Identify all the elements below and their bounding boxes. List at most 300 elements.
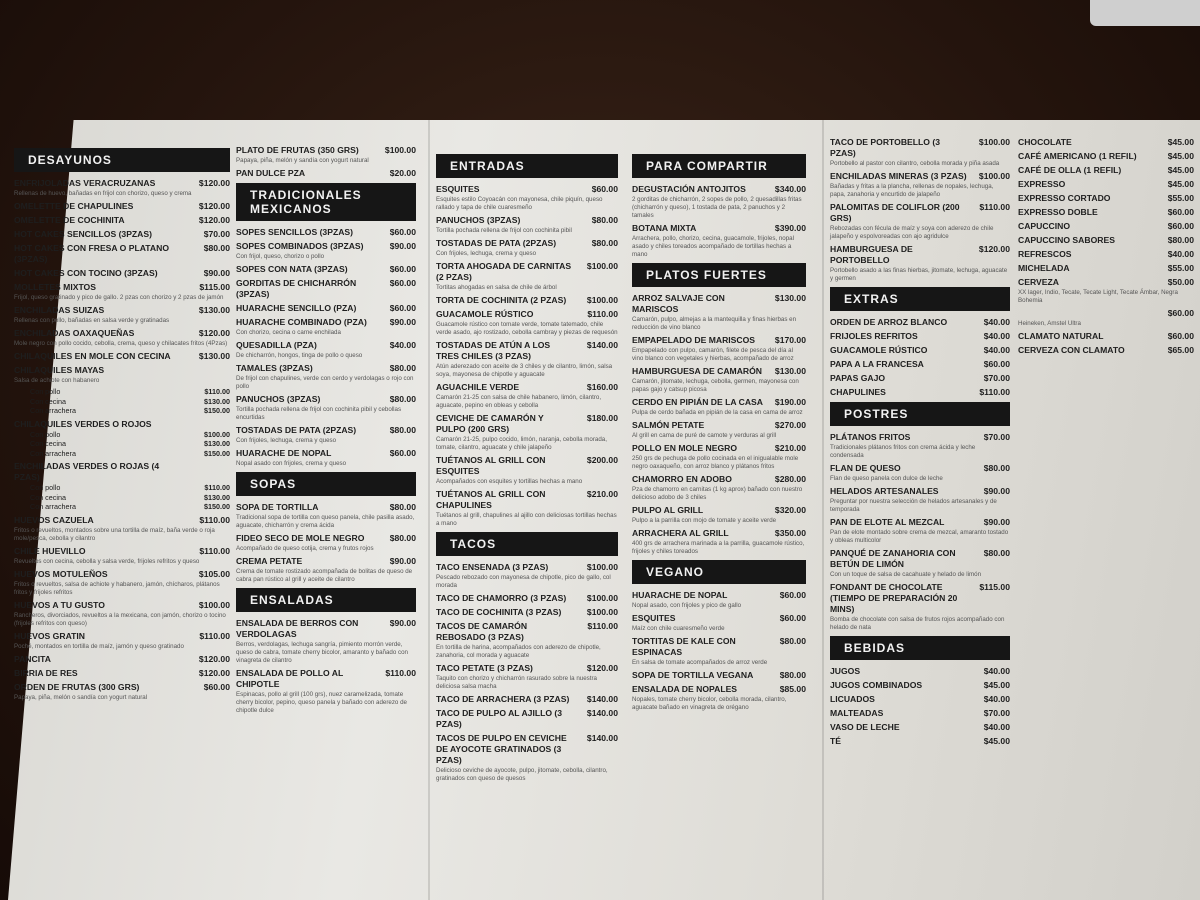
menu-item bbox=[14, 600, 230, 611]
item-description: Delicioso ceviche de ayocote, pulpo, jitomate, cebolla, cilantro, gratinados con queso de quesos bbox=[436, 767, 608, 782]
sub-option bbox=[14, 406, 230, 416]
item-name: PLATO DE FRUTAS (350 GRS) bbox=[236, 145, 359, 155]
menu-item bbox=[830, 736, 1010, 747]
item-description: Tortilla pochada rellena de frijol con cochinita pibil bbox=[436, 227, 572, 234]
menu-item bbox=[830, 680, 1010, 691]
item-name: HOT CAKES CON FRESA O PLATANO (3PZAS) bbox=[14, 243, 170, 264]
item-description: Papaya, piña, melón o sandía con yogurt natural bbox=[14, 693, 148, 701]
menu-section bbox=[830, 402, 1010, 632]
item-name: AGUACHILE VERDE bbox=[436, 382, 520, 392]
item-price: $200.00 bbox=[586, 455, 618, 465]
item-name: OMELETTE DE COCHINITA bbox=[14, 215, 125, 225]
item-description: Heineken, Amstel Ultra bbox=[1018, 320, 1081, 327]
item-description: Bomba de chocolate con salsa de frutos rojos acompañado con helado de nata bbox=[830, 616, 1005, 631]
item-name: CHAMORRO EN ADOBO bbox=[632, 474, 732, 484]
item-price: $210.00 bbox=[586, 489, 618, 499]
menu-section bbox=[632, 263, 806, 556]
item-description: Pulpo a la parrilla con mojo de tomate y aceite verde bbox=[632, 517, 777, 524]
item-price: $110.00 bbox=[979, 387, 1010, 397]
menu-item bbox=[236, 264, 416, 275]
item-price: $100.00 bbox=[198, 599, 230, 610]
menu-section bbox=[436, 532, 618, 783]
item-description: En salsa de tomate acompañados de arroz verde bbox=[632, 659, 768, 666]
menu-item bbox=[236, 241, 416, 252]
item-name: ORDEN DE ARROZ BLANCO bbox=[830, 317, 948, 327]
menu-item bbox=[632, 293, 806, 315]
item-name: SOPES CON NATA (3PZAS) bbox=[236, 264, 348, 274]
item-price: $40.00 bbox=[389, 340, 416, 350]
menu-item bbox=[236, 618, 416, 640]
item-name: GUACAMOLE RÚSTICO bbox=[436, 309, 534, 319]
item-description: En tortilla de harina, acompañados con aderezo de chipotle, zanahoria, col morada y aguacate bbox=[436, 644, 601, 659]
menu-item bbox=[632, 443, 806, 454]
section-header: EXTRAS bbox=[830, 287, 1010, 311]
item-price: $210.00 bbox=[774, 443, 806, 453]
menu-item bbox=[830, 666, 1010, 677]
item-name: ARRACHERA AL GRILL bbox=[632, 528, 729, 538]
menu-item bbox=[830, 517, 1010, 528]
menu-item bbox=[14, 682, 230, 693]
menu-section bbox=[830, 137, 1010, 283]
item-price: $40.00 bbox=[983, 331, 1010, 341]
menu-column-1 bbox=[14, 144, 230, 704]
menu-item bbox=[236, 533, 416, 544]
item-name: HAMBURGUESA DE CAMARÓN bbox=[632, 366, 763, 376]
item-name: TOSTADAS DE ATÚN A LOS TRES CHILES (3 PZAS) bbox=[436, 340, 551, 361]
item-name: TACO PETATE (3 PZAS) bbox=[436, 663, 533, 673]
sub-option-price: $100.00 bbox=[204, 429, 230, 439]
item-name: ENCHILADAS SUIZAS bbox=[14, 305, 105, 315]
menu-item bbox=[14, 365, 230, 376]
item-name: CAPUCCINO SABORES bbox=[1018, 235, 1115, 245]
item-name: PAN DE ELOTE AL MEZCAL bbox=[830, 517, 945, 527]
item-price: $40.00 bbox=[983, 317, 1010, 327]
item-price: $70.00 bbox=[203, 229, 230, 239]
menu-item bbox=[632, 505, 806, 516]
item-price: $115.00 bbox=[979, 582, 1010, 592]
fold-line bbox=[428, 120, 430, 900]
item-name: VASO DE LECHE bbox=[830, 722, 900, 732]
item-description: 2 gorditas de chicharrón, 2 sopes de pollo, 2 quesadillas fritas (chicharrón y queso), 1 tostada de pata, 2 panuchos y 2 tamales bbox=[632, 196, 802, 219]
item-name: TOSTADAS DE PATA (2PZAS) bbox=[236, 425, 357, 435]
item-price: $130.00 bbox=[198, 351, 230, 361]
item-description: Bañadas y fritas a la plancha, rellenas de nopales, lechuga, papa, zanahoria y encurtido de jalapeño bbox=[830, 183, 994, 198]
item-description: Rellenas de huevo, bañadas en frijol con chorizo, queso y crema bbox=[14, 190, 192, 197]
item-description: Tortitas ahogadas en salsa de chile de árbol bbox=[436, 284, 557, 291]
item-name: GUACAMOLE RÚSTICO bbox=[830, 345, 928, 355]
item-price: $390.00 bbox=[774, 223, 806, 233]
menu-section bbox=[236, 183, 416, 468]
item-price: $160.00 bbox=[586, 382, 618, 392]
item-description: Fritos o revueltos, montados sobre una tortilla de maíz, baña verde o roja mole/pesca, cebolla y cilantro bbox=[14, 526, 215, 542]
item-description: Empapelado con pulpo, camarón, filete de pesca del día al vino blanco con vegetales y hierbas, acompañado de arroz bbox=[632, 347, 794, 362]
item-description: Portobello asado a las finas hierbas, jitomate, lechuga, aguacate y germen bbox=[830, 267, 1008, 282]
item-description: Camarón 21-25, pulpo cocido, limón, naranja, cebolla morada, tomate, cilantro, aguacate y chile jalapeño bbox=[436, 436, 607, 451]
menu-section bbox=[236, 588, 416, 715]
item-name: CHILAQUILES VERDES O ROJOS bbox=[14, 418, 152, 429]
item-price: $90.00 bbox=[389, 241, 416, 251]
menu-item bbox=[436, 663, 618, 674]
item-name: TACO DE ARRACHERA (3 PZAS) bbox=[436, 694, 570, 704]
section-header: TACOS bbox=[436, 532, 618, 556]
item-name: PAPA A LA FRANCESA bbox=[830, 359, 924, 369]
item-name: TACOS DE CAMARÓN REBOSADO (3 PZAS) bbox=[436, 621, 528, 642]
sub-option-name: Con pollo bbox=[30, 387, 61, 396]
item-name: EXPRESSO bbox=[1018, 179, 1066, 189]
item-description: Tradicional sopa de tortilla con queso panela, chile pasilla asado, aguacate, chicharrón y crema ácida bbox=[236, 514, 415, 529]
menu-item bbox=[830, 463, 1010, 474]
menu-column-3 bbox=[436, 150, 618, 785]
menu-item bbox=[236, 340, 416, 351]
item-name: CAFÉ AMERICANO (1 REFIL) bbox=[1018, 151, 1137, 161]
sub-option-price: $110.00 bbox=[204, 483, 230, 492]
item-price: $45.00 bbox=[983, 736, 1010, 746]
menu-item bbox=[830, 387, 1010, 398]
item-price: $60.00 bbox=[389, 278, 416, 288]
item-name: MOLLETES MIXTOS bbox=[14, 282, 96, 292]
item-name: JUGOS COMBINADOS bbox=[830, 680, 923, 690]
sub-option bbox=[14, 493, 230, 503]
item-price: $60.00 bbox=[203, 681, 230, 692]
item-description: Camarón 21-25 con salsa de chile habanero, limón, cilantro, aguacate, pepino en obleas y cebolla bbox=[436, 394, 602, 409]
item-price: $110.00 bbox=[587, 309, 618, 319]
item-description: Fritos o revueltos, salsa de achiote y habanero, jamón, chícharos, plátanos fritos y frijoles refritos bbox=[14, 580, 220, 596]
menu-item bbox=[14, 243, 230, 265]
menu-item bbox=[830, 137, 1010, 159]
item-description: Con chorizo, cecina o carne enchilada bbox=[236, 329, 341, 336]
item-price: $40.00 bbox=[983, 694, 1010, 704]
item-name: SOPES SENCILLOS (3PZAS) bbox=[236, 227, 353, 237]
section-header: TRADICIONALES MEXICANOS bbox=[236, 183, 416, 221]
item-name: BOTANA MIXTA bbox=[632, 223, 697, 233]
menu-section bbox=[830, 636, 1010, 747]
item-description: Poché, montados en tortilla de maíz, jamón y queso gratinado bbox=[14, 642, 184, 650]
item-description: Con frijol, queso, chorizo o pollo bbox=[236, 253, 325, 260]
item-description: Nopal asado con frijoles, crema y queso bbox=[236, 460, 347, 467]
item-price: $45.00 bbox=[1167, 165, 1194, 175]
item-name: SOPA DE TORTILLA VEGANA bbox=[632, 670, 754, 680]
menu-item bbox=[236, 317, 416, 328]
item-price: $40.00 bbox=[1167, 249, 1194, 259]
item-name: TACOS DE PULPO EN CEVICHE DE AYOCOTE GRATINADOS (3 PZAS) bbox=[436, 733, 567, 765]
item-price: $130.00 bbox=[198, 305, 230, 315]
menu-section bbox=[632, 560, 806, 712]
menu-item bbox=[236, 278, 416, 300]
item-name: ENSALADA DE POLLO AL CHIPOTLE bbox=[236, 668, 344, 689]
item-name: PANUCHOS (3PZAS) bbox=[236, 394, 321, 404]
item-name: PLÁTANOS FRITOS bbox=[830, 432, 911, 442]
item-price: $105.00 bbox=[198, 568, 230, 579]
item-description: Con frijoles, lechuga, crema y queso bbox=[436, 250, 537, 257]
item-price: $40.00 bbox=[983, 666, 1010, 676]
fold-line bbox=[822, 120, 824, 900]
item-name: HUEVOS GRATIN bbox=[14, 630, 85, 641]
item-name: TACO DE CHAMORRO (3 PZAS) bbox=[436, 593, 567, 603]
item-name: CHILAQUILES EN MOLE CON CECINA bbox=[14, 351, 171, 361]
menu-item bbox=[632, 590, 806, 601]
item-description: Tradicionales plátanos fritos con crema ácida y leche condensada bbox=[830, 444, 976, 459]
item-name: PAPAS GAJO bbox=[830, 373, 886, 383]
item-name: SOPA DE TORTILLA bbox=[236, 502, 319, 512]
sub-option bbox=[14, 449, 230, 459]
item-price: $115.00 bbox=[199, 282, 230, 292]
item-name: PANQUÉ DE ZANAHORIA CON BETÚN DE LIMÓN bbox=[830, 548, 956, 569]
menu-item bbox=[1018, 235, 1194, 246]
item-price: $60.00 bbox=[389, 227, 416, 237]
item-price: $55.00 bbox=[1167, 193, 1194, 203]
menu-item bbox=[1018, 221, 1194, 232]
item-description: Portobello al pastor con cilantro, cebolla morada y piña asada bbox=[830, 160, 1000, 167]
item-price: $100.00 bbox=[978, 137, 1010, 147]
item-price: $280.00 bbox=[774, 474, 806, 484]
item-price: $80.00 bbox=[591, 238, 618, 248]
item-name: GORDITAS DE CHICHARRÓN (3PZAS) bbox=[236, 278, 357, 299]
menu-item bbox=[830, 708, 1010, 719]
item-name: HUEVOS CAZUELA bbox=[14, 514, 94, 525]
section-header: PLATOS FUERTES bbox=[632, 263, 806, 287]
item-description: Salsa de achiote con habanero bbox=[14, 377, 100, 384]
item-name: CERVEZA CON CLAMATO bbox=[1018, 345, 1125, 355]
item-description: Papaya, piña, melón y sandía con yogurt natural bbox=[236, 157, 369, 164]
item-price: $90.00 bbox=[389, 556, 416, 566]
item-price: $80.00 bbox=[983, 463, 1010, 473]
item-price: $120.00 bbox=[198, 328, 230, 338]
item-description: Mole negro con pollo cocido, cebolla, crema, queso y chilacates fritos (4Pzas) bbox=[14, 340, 228, 347]
item-name: CHOCOLATE bbox=[1018, 137, 1072, 147]
item-description: De frijol con chapulines, verde con cerdo y verdolagas o rojo con pollo bbox=[236, 375, 414, 390]
item-description: Crema de tomate rostizado acompañada de bolitas de queso de cabra pan rústico al grill y aceite de cilantro bbox=[236, 568, 413, 583]
menu-item bbox=[236, 394, 416, 405]
item-price: $85.00 bbox=[779, 684, 806, 694]
item-description: XX lager, Indio, Tecate, Tecate Light, Tecate Ámbar, Negra Bohemia bbox=[1018, 289, 1178, 304]
sub-option bbox=[14, 430, 230, 440]
menu-item bbox=[436, 562, 618, 573]
item-name: TUÉTANOS AL GRILL CON CHAPULINES bbox=[436, 489, 546, 510]
item-description: Nopal asado, con frijoles y pico de gallo bbox=[632, 602, 742, 609]
menu-item bbox=[1018, 165, 1194, 176]
item-price: $80.00 bbox=[203, 243, 230, 253]
menu-item bbox=[436, 309, 618, 320]
item-name: CAPUCCINO bbox=[1018, 221, 1071, 231]
item-name: REFRESCOS bbox=[1018, 249, 1072, 259]
menu-item bbox=[830, 345, 1010, 356]
menu-item bbox=[830, 582, 1010, 615]
item-description: Atún aderezado con aceite de 3 chiles y de cilantro, limón, salsa soya, mayonesa de chipotle y aguacate bbox=[436, 363, 613, 378]
item-name: HUEVOS MOTULEÑOS bbox=[14, 568, 108, 579]
item-description: Revueltos con cecina, cebolla y salsa verde, frijoles refritos y queso bbox=[14, 557, 200, 565]
item-price: $100.00 bbox=[978, 171, 1010, 181]
menu-item bbox=[236, 425, 416, 436]
item-price: $60.00 bbox=[779, 590, 806, 600]
item-description: Espinacas, pollo al grill (100 grs), nuez caramelizada, tomate cherry bicolor, pepino, queso panela y bañado con aderezo de chipotle dulce bbox=[236, 691, 407, 714]
menu-section bbox=[236, 145, 416, 179]
item-name: TORTA AHOGADA DE CARNITAS (2 PZAS) bbox=[436, 261, 572, 282]
item-price: $140.00 bbox=[586, 733, 618, 743]
menu-item bbox=[632, 184, 806, 195]
menu-section bbox=[236, 472, 416, 584]
section-header: POSTRES bbox=[830, 402, 1010, 426]
menu-item bbox=[632, 366, 806, 377]
item-name: FLAN DE QUESO bbox=[830, 463, 901, 473]
menu-item bbox=[236, 227, 416, 238]
item-price: $80.00 bbox=[389, 425, 416, 435]
item-name: HUARACHE COMBINADO (PZA) bbox=[236, 317, 367, 327]
menu-item bbox=[632, 636, 806, 658]
menu-item bbox=[14, 515, 230, 526]
item-description: Al grill en cama de puré de camote y verduras al grill bbox=[632, 432, 777, 439]
item-price: $100.00 bbox=[586, 261, 618, 271]
item-price: $90.00 bbox=[389, 317, 416, 327]
item-price: $80.00 bbox=[983, 548, 1010, 558]
sub-option-price: $130.00 bbox=[204, 492, 230, 502]
item-name: CERVEZA bbox=[1018, 277, 1059, 287]
item-name: ENSALADA DE BERROS CON VERDOLAGAS bbox=[236, 618, 359, 639]
item-price: $120.00 bbox=[198, 667, 230, 678]
item-name: CHAPULINES bbox=[830, 387, 886, 397]
item-description: Rellenas con pollo, bañadas en salsa verde y gratinadas bbox=[14, 317, 170, 324]
menu-item bbox=[14, 305, 230, 316]
item-description: Flan de queso panela con dulce de leche bbox=[830, 475, 943, 482]
item-price: $60.00 bbox=[1167, 221, 1194, 231]
sub-option-name: Con cecina bbox=[30, 492, 66, 502]
item-name: ARROZ SALVAJE CON MARISCOS bbox=[632, 293, 725, 314]
menu-item bbox=[14, 328, 230, 339]
item-price: $190.00 bbox=[774, 397, 806, 407]
item-price: $110.00 bbox=[199, 630, 230, 641]
sub-option bbox=[14, 397, 230, 407]
menu-item bbox=[236, 303, 416, 314]
menu-item bbox=[14, 631, 230, 642]
item-price: $130.00 bbox=[774, 293, 806, 303]
item-price: $120.00 bbox=[198, 201, 230, 211]
sub-option-name: Con pollo bbox=[30, 483, 61, 492]
item-name: HUEVOS A TU GUSTO bbox=[14, 599, 105, 610]
item-price: $100.00 bbox=[384, 145, 416, 155]
item-description: Pescado rebozado con mayonesa de chipotle, pico de gallo, col morada bbox=[436, 574, 611, 589]
menu-item bbox=[830, 171, 1010, 182]
item-description: Pulpa de cerdo bañada en pipián de la casa en cama de arroz bbox=[632, 409, 803, 416]
item-description: Taquito con chorizo y chicharrón rasurado sobre la nuestra deliciosa salsa macha bbox=[436, 675, 597, 690]
item-price: $40.00 bbox=[983, 345, 1010, 355]
item-name: SALMÓN PETATE bbox=[632, 420, 705, 430]
item-description: Rancheros, divorciados, revueltos a la mexicana, con jamón, chorizo o tocino (frijoles refritos con queso) bbox=[14, 611, 226, 627]
item-price: $60.00 bbox=[389, 448, 416, 458]
item-name: TORTITAS DE KALE CON ESPINACAS bbox=[632, 636, 736, 657]
item-name: HUARACHE SENCILLO (PZA) bbox=[236, 303, 357, 313]
item-price: $45.00 bbox=[983, 680, 1010, 690]
sub-option-name: Con arrachera bbox=[30, 448, 76, 458]
item-name: HOT CAKES CON TOCINO (3PZAS) bbox=[14, 268, 158, 278]
item-name: ESQUITES bbox=[436, 184, 480, 194]
item-name: CERDO EN PIPIÁN DE LA CASA bbox=[632, 397, 763, 407]
item-name: TUÉTANOS AL GRILL CON ESQUITES bbox=[436, 455, 546, 476]
item-price: $80.00 bbox=[389, 363, 416, 373]
item-name: TAMALES (3PZAS) bbox=[236, 363, 313, 373]
item-price: $90.00 bbox=[983, 486, 1010, 496]
item-name: ENCHILADAS VERDES O ROJAS (4 PZAS) bbox=[14, 461, 160, 482]
item-price: $100.00 bbox=[586, 295, 618, 305]
item-name: EXPRESSO DOBLE bbox=[1018, 207, 1098, 217]
menu-item bbox=[14, 654, 230, 665]
item-price: $45.00 bbox=[1167, 179, 1194, 189]
sub-option-name: Con pollo bbox=[30, 429, 61, 439]
item-price: $60.00 bbox=[1167, 308, 1194, 318]
item-price: $120.00 bbox=[198, 653, 230, 664]
item-price: $80.00 bbox=[389, 502, 416, 512]
menu-section bbox=[1018, 137, 1194, 356]
menu-item bbox=[1018, 151, 1194, 162]
menu-item bbox=[436, 607, 618, 618]
item-price: $180.00 bbox=[586, 413, 618, 423]
sub-option bbox=[14, 502, 230, 512]
item-description: Rebozadas con fécula de maíz y soya con aderezo de chile jalapeño y espolvoreadas con ajo agridulce bbox=[830, 225, 994, 240]
item-price: $60.00 bbox=[779, 613, 806, 623]
item-description: Esquites estilo Coyoacán con mayonesa, chile piquín, queso rallado y tapa de chile cuaresmeño bbox=[436, 196, 603, 211]
menu-item bbox=[830, 331, 1010, 342]
section-header: BEBIDAS bbox=[830, 636, 1010, 660]
menu-item bbox=[632, 474, 806, 485]
menu-item bbox=[1018, 277, 1194, 288]
item-description: 250 grs de pechuga de pollo cocinada en el inigualable mole negro oaxaqueño, con arroz blanco y plátanos fritos bbox=[632, 455, 799, 470]
menu-item bbox=[436, 413, 618, 435]
item-name: CLAMATO NATURAL bbox=[1018, 331, 1104, 341]
item-description: Tuétanos al grill, chapulines al ajillo con deliciosas tortillas hechas a mano bbox=[436, 512, 617, 527]
item-description: Frijol, queso gratinado y pico de gallo. 2 pzas con chorizo y 2 pzas de jamón bbox=[14, 294, 224, 301]
menu-item bbox=[1018, 137, 1194, 148]
sub-option-price: $130.00 bbox=[204, 439, 230, 448]
menu-item bbox=[632, 684, 806, 695]
item-price: $90.00 bbox=[983, 517, 1010, 527]
item-description: Con un toque de salsa de cacahuate y helado de limón bbox=[830, 571, 982, 578]
menu-item bbox=[14, 569, 230, 580]
item-price: $120.00 bbox=[586, 663, 618, 673]
item-price: $140.00 bbox=[586, 340, 618, 350]
menu-item bbox=[14, 282, 230, 293]
item-name: TACO DE PULPO AL AJILLO (3 PZAS) bbox=[436, 708, 563, 729]
item-name: TACO DE COCHINITA (3 PZAS) bbox=[436, 607, 562, 617]
item-name: POLLO EN MOLE NEGRO bbox=[632, 443, 738, 453]
item-description: Acompañado de queso cotija, crema y frutos rojos bbox=[236, 545, 374, 552]
item-name: PAN DULCE PZA bbox=[236, 168, 306, 178]
item-price: $45.00 bbox=[1167, 137, 1194, 147]
item-name: JUGOS bbox=[830, 666, 861, 676]
sub-option-price: $150.00 bbox=[204, 502, 230, 511]
item-name: MALTEADAS bbox=[830, 708, 884, 718]
menu-item bbox=[1018, 331, 1194, 342]
menu-item bbox=[830, 548, 1010, 570]
sub-option-name: Con cecina bbox=[30, 439, 66, 448]
item-price: $60.00 bbox=[983, 359, 1010, 369]
item-name: ENCHILADAS OAXAQUEÑAS bbox=[14, 328, 135, 338]
menu-item bbox=[1018, 308, 1194, 319]
menu-column-5 bbox=[830, 134, 1010, 747]
item-name: ENSALADA DE NOPALES bbox=[632, 684, 738, 694]
item-name: ORDEN DE FRUTAS (300 GRS) bbox=[14, 681, 140, 692]
menu-item bbox=[830, 486, 1010, 497]
item-name: HELADOS ARTESANALES bbox=[830, 486, 939, 496]
item-name: TACO DE PORTOBELLO (3 PZAS) bbox=[830, 137, 940, 158]
item-price: $110.00 bbox=[979, 202, 1010, 212]
item-name: BIRRIA DE RES bbox=[14, 667, 78, 678]
item-name: PALOMITAS DE COLIFLOR (200 GRS) bbox=[830, 202, 960, 223]
menu-item bbox=[830, 373, 1010, 384]
item-price: $350.00 bbox=[774, 528, 806, 538]
menu-item bbox=[830, 694, 1010, 705]
section-header: DESAYUNOS bbox=[14, 148, 230, 172]
section-header: ENSALADAS bbox=[236, 588, 416, 612]
menu-item bbox=[436, 382, 618, 393]
item-description: De chicharrón, hongos, tinga de pollo o queso bbox=[236, 352, 363, 359]
